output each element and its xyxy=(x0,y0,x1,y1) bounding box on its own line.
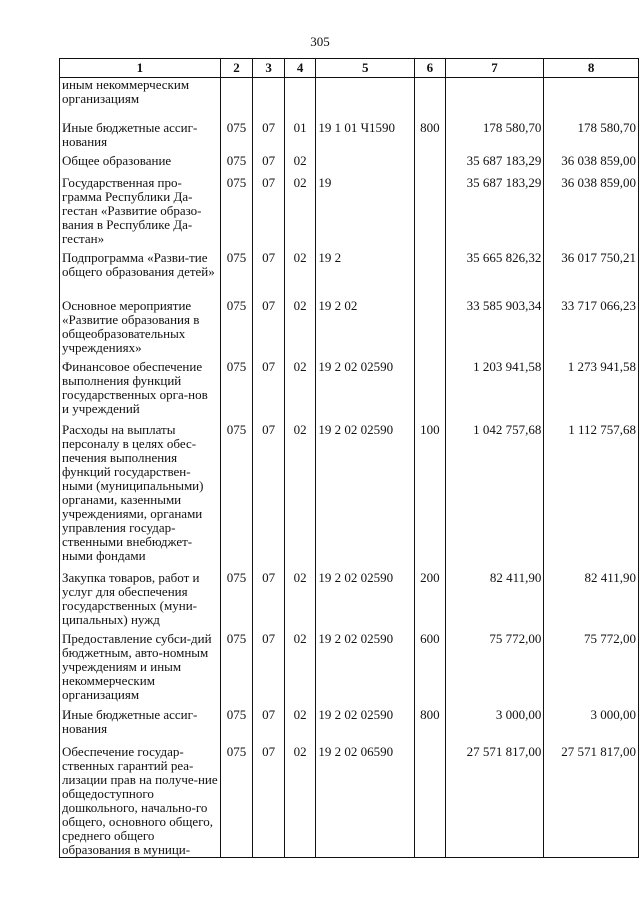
cell-amount-1: 35 687 183,29 xyxy=(445,154,544,176)
cell-amount-2: 36 017 750,21 xyxy=(544,251,639,299)
cell-section: 07 xyxy=(253,360,285,423)
cell-amount-1: 35 665 826,32 xyxy=(445,251,544,299)
column-header: 2 xyxy=(220,59,253,78)
cell-target: 19 2 02 02590 xyxy=(316,423,415,571)
table-row xyxy=(60,745,639,858)
cell-name: Подпрограмма «Разви-тие общего образования детей» xyxy=(60,251,221,299)
cell-code xyxy=(220,78,253,121)
cell-amount-2: 1 112 757,68 xyxy=(544,423,639,571)
cell-code: 075 xyxy=(220,251,253,299)
table-row xyxy=(60,251,639,299)
table-row xyxy=(60,360,639,423)
column-header: 8 xyxy=(544,59,639,78)
cell-subsection: 02 xyxy=(284,632,316,708)
cell-name: Закупка товаров, работ и услуг для обеспечения государственных (муни-ципальных) нужд xyxy=(60,571,221,632)
cell-target: 19 2 02 02590 xyxy=(316,571,415,632)
column-header: 1 xyxy=(60,59,221,78)
cell-section: 07 xyxy=(253,176,285,251)
cell-section: 07 xyxy=(253,299,285,360)
cell-amount-1: 35 687 183,29 xyxy=(445,176,544,251)
cell-subsection: 01 xyxy=(284,121,316,154)
column-header: 5 xyxy=(316,59,415,78)
cell-amount-1: 82 411,90 xyxy=(445,571,544,632)
cell-subsection: 02 xyxy=(284,360,316,423)
budget-table xyxy=(59,58,639,858)
cell-subsection: 02 xyxy=(284,299,316,360)
cell-target: 19 2 02 xyxy=(316,299,415,360)
cell-name: Основное мероприятие «Развитие образования в общеобразовательных учреждениях» xyxy=(60,299,221,360)
cell-amount-1: 75 772,00 xyxy=(445,632,544,708)
table-row xyxy=(60,571,639,632)
cell-amount-2: 36 038 859,00 xyxy=(544,154,639,176)
cell-section: 07 xyxy=(253,745,285,858)
cell-amount-1: 27 571 817,00 xyxy=(445,745,544,858)
cell-name: Обеспечение государ-ственных гарантий реа-лизации прав на получе-ние общедоступного дошкольного, начально-го общего, основного общего, среднего общего образования в муници- xyxy=(60,745,221,858)
column-header: 6 xyxy=(415,59,445,78)
cell-name: Финансовое обеспечение выполнения функций государственных орга-нов и учреждений xyxy=(60,360,221,423)
cell-code: 075 xyxy=(220,745,253,858)
table-row xyxy=(60,632,639,708)
cell-target: 19 2 02 02590 xyxy=(316,360,415,423)
cell-code: 075 xyxy=(220,632,253,708)
cell-type xyxy=(415,78,445,121)
table-row xyxy=(60,154,639,176)
cell-section: 07 xyxy=(253,571,285,632)
cell-code: 075 xyxy=(220,571,253,632)
column-header: 4 xyxy=(284,59,316,78)
cell-name: Расходы на выплаты персоналу в целях обес-печения выполнения функций государствен-ными (муниципальными) органами, казенными учреждениями, органами управления государ-ственными внебюджет-ными фондами xyxy=(60,423,221,571)
cell-code: 075 xyxy=(220,176,253,251)
cell-target: 19 2 xyxy=(316,251,415,299)
cell-subsection: 02 xyxy=(284,571,316,632)
table-row xyxy=(60,299,639,360)
cell-code: 075 xyxy=(220,121,253,154)
cell-section xyxy=(253,78,285,121)
cell-target: 19 1 01 Ч1590 xyxy=(316,121,415,154)
cell-type: 800 xyxy=(415,708,445,745)
cell-section: 07 xyxy=(253,154,285,176)
table-row xyxy=(60,176,639,251)
cell-amount-1: 3 000,00 xyxy=(445,708,544,745)
page-number: 305 xyxy=(310,34,330,49)
table-row xyxy=(60,423,639,571)
cell-subsection: 02 xyxy=(284,251,316,299)
cell-section: 07 xyxy=(253,708,285,745)
cell-code: 075 xyxy=(220,154,253,176)
cell-target xyxy=(316,78,415,121)
cell-subsection: 02 xyxy=(284,176,316,251)
table-row xyxy=(60,78,639,121)
cell-subsection: 02 xyxy=(284,423,316,571)
cell-type xyxy=(415,360,445,423)
cell-name: Иные бюджетные ассиг-нования xyxy=(60,121,221,154)
cell-target xyxy=(316,154,415,176)
cell-target: 19 xyxy=(316,176,415,251)
cell-amount-1 xyxy=(445,78,544,121)
cell-name: Государственная про-грамма Республики Да-гестан «Развитие образо-вания в Республике Да-гестан» xyxy=(60,176,221,251)
cell-name: иным некоммерческим организациям xyxy=(60,78,221,121)
table-row xyxy=(60,708,639,745)
cell-code: 075 xyxy=(220,423,253,571)
cell-amount-2: 75 772,00 xyxy=(544,632,639,708)
cell-section: 07 xyxy=(253,632,285,708)
cell-name: Общее образование xyxy=(60,154,221,176)
cell-subsection: 02 xyxy=(284,745,316,858)
cell-name: Предоставление субси-дий бюджетным, авто-номным учреждениям и иным некоммерческим организациям xyxy=(60,632,221,708)
column-header: 7 xyxy=(445,59,544,78)
cell-subsection xyxy=(284,78,316,121)
cell-code: 075 xyxy=(220,299,253,360)
cell-type: 600 xyxy=(415,632,445,708)
cell-amount-2: 36 038 859,00 xyxy=(544,176,639,251)
cell-amount-1: 178 580,70 xyxy=(445,121,544,154)
cell-type xyxy=(415,299,445,360)
cell-amount-2: 82 411,90 xyxy=(544,571,639,632)
cell-type: 200 xyxy=(415,571,445,632)
table-row xyxy=(60,121,639,154)
cell-amount-2: 178 580,70 xyxy=(544,121,639,154)
cell-section: 07 xyxy=(253,251,285,299)
cell-code: 075 xyxy=(220,708,253,745)
cell-type xyxy=(415,251,445,299)
cell-target: 19 2 02 02590 xyxy=(316,708,415,745)
cell-amount-2: 3 000,00 xyxy=(544,708,639,745)
cell-amount-1: 1 042 757,68 xyxy=(445,423,544,571)
cell-subsection: 02 xyxy=(284,154,316,176)
cell-subsection: 02 xyxy=(284,708,316,745)
cell-amount-2: 27 571 817,00 xyxy=(544,745,639,858)
cell-type: 800 xyxy=(415,121,445,154)
cell-amount-2: 33 717 066,23 xyxy=(544,299,639,360)
cell-type xyxy=(415,176,445,251)
cell-amount-1: 1 203 941,58 xyxy=(445,360,544,423)
cell-type: 100 xyxy=(415,423,445,571)
header-row xyxy=(60,59,639,78)
cell-code: 075 xyxy=(220,360,253,423)
cell-section: 07 xyxy=(253,121,285,154)
cell-amount-2: 1 273 941,58 xyxy=(544,360,639,423)
cell-target: 19 2 02 06590 xyxy=(316,745,415,858)
cell-type xyxy=(415,154,445,176)
cell-amount-2 xyxy=(544,78,639,121)
cell-target: 19 2 02 02590 xyxy=(316,632,415,708)
column-header: 3 xyxy=(253,59,285,78)
cell-section: 07 xyxy=(253,423,285,571)
cell-amount-1: 33 585 903,34 xyxy=(445,299,544,360)
cell-type xyxy=(415,745,445,858)
cell-name: Иные бюджетные ассиг-нования xyxy=(60,708,221,745)
